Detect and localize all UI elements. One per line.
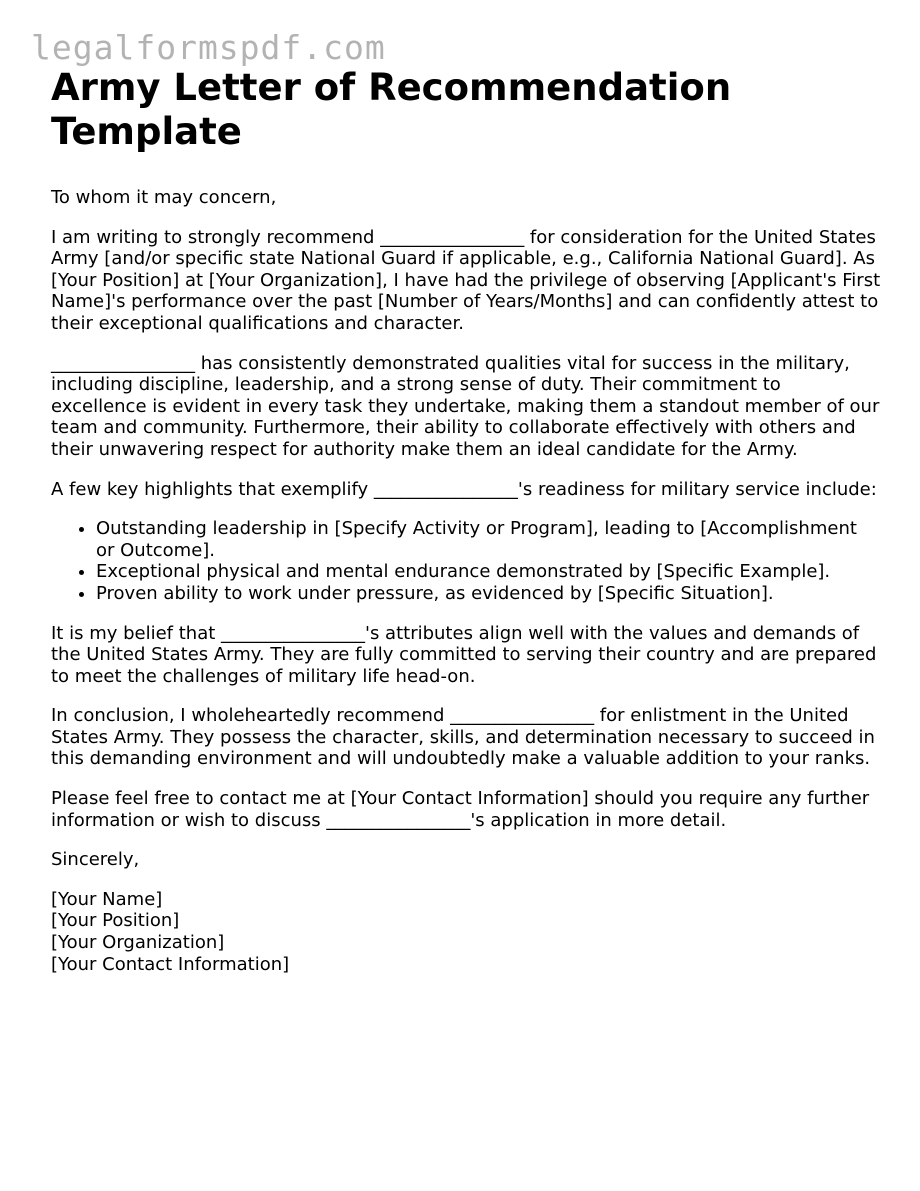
highlights-list: [51, 518, 881, 604]
paragraph-contact: Please feel free to contact me at [Your Contact Information] should you require any further information or wish to discuss ________________'s application in more detail.: [51, 788, 870, 831]
signature-contact: [Your Contact Information]: [51, 953, 290, 975]
list-item: • Proven ability to work under pressure, as evidenced by [Specific Situation].: [96, 583, 881, 605]
page-title: Army Letter of Recommendation Template: [51, 66, 732, 153]
letter-document: [51, 66, 881, 975]
paragraph-introduction: I am writing to strongly recommend ________________ for consideration for the United States Army [and/or specific state National Guard if applicable, e.g., California National Guard]. As [Your Position] at [Your Organization], I have had the privilege of observing [Applicant's First Name]'s performance over the past [Number of Years/Months] and can confidently attest to their exceptional qualifications and character.: [51, 226, 881, 334]
paragraph-belief: It is my belief that ________________'s attributes align well with the values and demands of the United States Army. They are fully committed to serving their country and are prepared to meet the challenges of military life head-on.: [51, 622, 877, 687]
watermark: legalformspdf.com: [31, 28, 386, 67]
closing: Sincerely,: [51, 849, 140, 871]
signature-position: [Your Position]: [51, 910, 180, 932]
signature-organization: [Your Organization]: [51, 932, 225, 954]
signature-name: [Your Name]: [51, 888, 163, 910]
paragraph-conclusion: In conclusion, I wholeheartedly recommend ________________ for enlistment in the United States Army. They possess the character, skills, and determination necessary to succeed in this demanding environment and will undoubtedly make a valuable addition to your ranks.: [51, 705, 875, 770]
paragraph-highlights-intro: A few key highlights that exemplify ________________'s readiness for military service include:: [51, 478, 877, 500]
paragraph-qualities: ________________ has consistently demonstrated qualities vital for success in the military, including discipline, leadership, and a strong sense of duty. Their commitment to excellence is evident in every task they undertake, making them a standout member of our team and community. Furthermore, their ability to collaborate effectively with others and their unwavering respect for authority make them an ideal candidate for the Army.: [51, 352, 880, 460]
signature-block: [51, 889, 881, 975]
list-item: • Exceptional physical and mental endurance demonstrated by [Specific Example].: [96, 561, 881, 583]
list-item: • Outstanding leadership in [Specify Activity or Program], leading to [Accomplishment or Outcome].: [96, 518, 881, 561]
greeting: To whom it may concern,: [51, 187, 277, 208]
